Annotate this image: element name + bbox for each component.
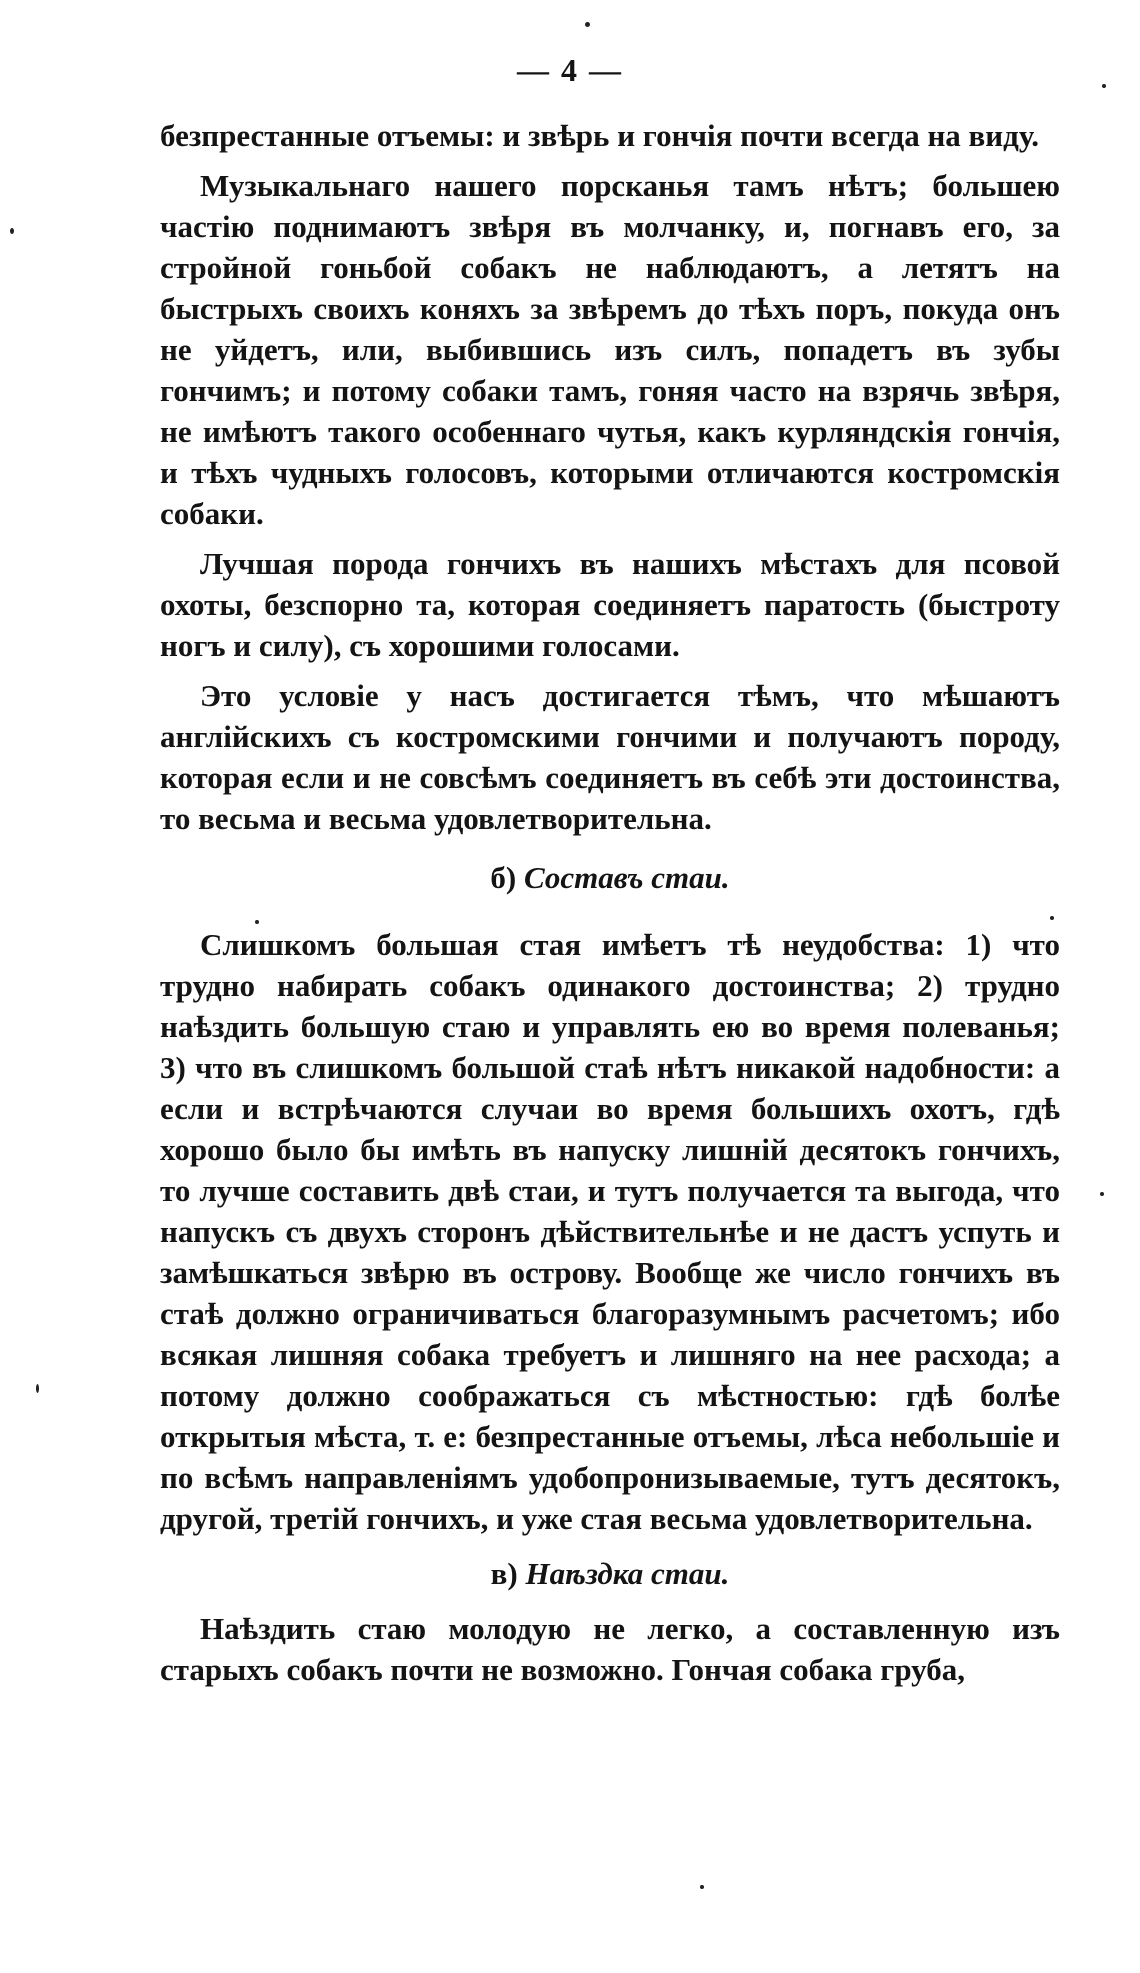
- print-speck: [1100, 1192, 1104, 1196]
- section-heading-v: [160, 1553, 1060, 1594]
- paragraph-2: Музыкальнаго нашего порсканья тамъ нѣтъ; большею частію поднимаютъ звѣря въ молчанку, и, погнавъ его, за стройной гоньбой собакъ не наблюдаютъ, а летятъ на быстрыхъ своихъ коняхъ за звѣремъ до тѣхъ поръ, покуда онъ не уйдетъ, или, выбившись изъ силъ, попадетъ въ зубы гончимъ; и потому собаки тамъ, гоняя часто на взрячь звѣря, не имѣютъ такого особеннаго чутья, какъ курляндскія гончія, и тѣхъ чудныхъ голосовъ, которыми отличаются костромскія собаки.: [160, 168, 1060, 531]
- print-speck: [10, 228, 14, 234]
- paragraph-6: Наѣздить стаю молодую не легко, а составленную изъ старыхъ собакъ почти не возможно. Гончая собака груба,: [160, 1611, 1060, 1687]
- section-title-v: Наѣздка стаи.: [525, 1556, 730, 1591]
- page-number: — 4 —: [517, 52, 623, 88]
- section-letter-v: в): [490, 1556, 518, 1591]
- print-speck: [1102, 84, 1106, 88]
- section-letter-b: б): [490, 860, 517, 895]
- print-speck: [700, 1885, 704, 1889]
- paragraph-4: Это условіе у насъ достигается тѣмъ, что мѣшаютъ англійскихъ съ костромскими гончими и получаютъ породу, которая если и не совсѣмъ соединяетъ въ себѣ эти достоинства, то весьма и весьма удовлетворительна.: [160, 678, 1060, 836]
- print-speck: [36, 1384, 39, 1393]
- print-speck: [585, 22, 590, 27]
- paragraph-1: безпрестанные отъемы: и звѣрь и гончія почти всегда на виду.: [160, 118, 1039, 153]
- section-heading-b: [160, 857, 1060, 898]
- paragraph-3: Лучшая порода гончихъ въ нашихъ мѣстахъ для псовой охоты, безспорно та, которая соединяетъ паратость (быстроту ногъ и силу), съ хорошими голосами.: [160, 546, 1060, 663]
- section-title-b: Составъ стаи.: [523, 860, 730, 895]
- paragraph-5: Слишкомъ большая стая имѣетъ тѣ неудобства: 1) что трудно набирать собакъ одинакого достоинства; 2) трудно наѣздить большую стаю и управлять ею во время полеванья; 3) что въ слишкомъ большой стаѣ нѣтъ никакой надобности: а если и встрѣчаются случаи во время большихъ охотъ, гдѣ хорошо было бы имѣть въ напуску лишній десятокъ гончихъ, то лучше составить двѣ стаи, и тутъ получается та выгода, что напускъ съ двухъ сторонъ дѣйствительнѣе и не дастъ успуть и замѣшкаться звѣрю въ острову. Вообще же число гончихъ въ стаѣ должно ограничиваться благоразумнымъ расчетомъ; ибо всякая лишняя собака требуетъ и лишняго на нее расхода; а потому должно соображаться съ мѣстностью: гдѣ болѣе открытыя мѣста, т. е: безпрестанные отъемы, лѣса небольшіе и по всѣмъ направленіямъ удобопронизываемые, тутъ десятокъ, другой, третій гончихъ, и уже стая весьма удовлетворительна.: [160, 927, 1060, 1536]
- page-text: [160, 115, 1060, 1699]
